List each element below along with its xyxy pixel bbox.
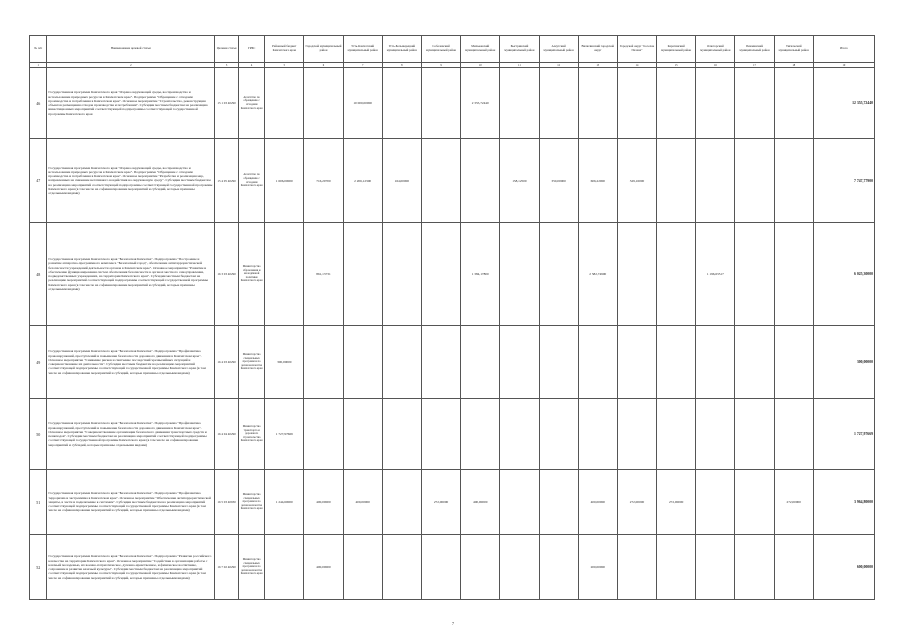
amount-cell <box>617 68 656 139</box>
row-number: 50 <box>30 399 47 470</box>
grbs-name: Министерство специальных программ и по делам казачества Камчатского края <box>239 535 265 600</box>
amount-cell <box>500 535 539 600</box>
column-number: 4 <box>239 63 265 68</box>
grbs-name: Агентство по обращению с отходами Камчатского края <box>239 68 265 139</box>
column-header: Усть-Большерецкий муниципальный район <box>382 36 421 63</box>
amount-cell <box>343 223 382 326</box>
row-number: 49 <box>30 326 47 399</box>
amount-cell: 400,00000 <box>578 470 617 535</box>
amount-cell <box>500 399 539 470</box>
amount-cell <box>382 68 421 139</box>
column-number: 19 <box>813 63 874 68</box>
amount-cell: 164,00000 <box>382 139 421 223</box>
amount-cell <box>421 399 460 470</box>
budget-table <box>29 35 875 600</box>
amount-cell: 200,00000 <box>578 535 617 600</box>
column-header: Городской округ "поселок Палана" <box>617 36 656 63</box>
amount-cell: 272,00000 <box>617 470 656 535</box>
amount-cell: 400,00000 <box>343 470 382 535</box>
row-total: 12 355,72440 <box>813 68 874 139</box>
amount-cell: 300,00000 <box>265 326 304 399</box>
column-number: 14 <box>617 63 656 68</box>
amount-cell: 272,00000 <box>657 470 696 535</box>
amount-cell <box>343 326 382 399</box>
row-number: 47 <box>30 139 47 223</box>
table-body <box>30 68 875 600</box>
amount-cell: 1 244,60000 <box>265 470 304 535</box>
table-row <box>30 139 875 223</box>
target-code: 15 4 05 40290 <box>215 139 239 223</box>
amount-cell: 329,16000 <box>617 139 656 223</box>
amount-cell: 606,22000 <box>578 139 617 223</box>
row-total: 300,00000 <box>813 326 874 399</box>
amount-cell <box>696 68 735 139</box>
column-number: 10 <box>461 63 500 68</box>
table-row <box>30 470 875 535</box>
grbs-name: Министерство специальных программ и по делам казачества Камчатского края <box>239 470 265 535</box>
amount-cell <box>578 399 617 470</box>
amount-cell <box>382 470 421 535</box>
grbs-name: Агентство по обращению с отходами Камчатского края <box>239 139 265 223</box>
column-header: Алеутский муниципальный район <box>539 36 578 63</box>
row-total: 7 747,77900 <box>813 139 874 223</box>
amount-cell: 1 606,00000 <box>265 139 304 223</box>
program-name: Государственная программа Камчатского края "Охрана окружающей среды, воспроизводство и использование природных ресурсов в Камчатском крае". Подпрограмма "Обращение с отходами производства и потребления в Камчатском крае". Основное мероприятие "Разработка и реализация мер, направленных на снижение негативного воздействия на окружающую среду". Субсидии местным бюджетам на реализацию мероприятий соответствующей подпрограммы соответствующей государственной программы Камчатского края (в том числе на софинансирование мероприятий и субсидий, которые признаны отдельными видами) <box>47 139 215 223</box>
amount-cell <box>774 68 813 139</box>
target-code: 16 4 03 40290 <box>215 326 239 399</box>
amount-cell <box>265 68 304 139</box>
table-header-row <box>30 36 875 63</box>
amount-cell <box>696 139 735 223</box>
column-number: 16 <box>696 63 735 68</box>
amount-cell: 10 000,00000 <box>343 68 382 139</box>
amount-cell <box>539 535 578 600</box>
program-name: Государственная программа Камчатского края "Безопасная Камчатка". Подпрограмма "Построение и развитие аппаратно-программного комплекса "Безопасный город", обеспечение антитеррористической безопасности учреждений деятельности органов в Камчатском крае". Основное мероприятие "Развитие и обеспечение функционирования систем обеспечения безопасности в органах местного самоуправления, подведомственных учреждениях, на территории Камчатского края". Субсидии местным бюджетам на реализацию мероприятий соответствующей подпрограммы соответствующей государственной программы Камчатского края (в том числе на софинансирование мероприятий и субсидий, которые признаны отдельными видами) <box>47 223 215 326</box>
column-header: Олюторский муниципальный район <box>696 36 735 63</box>
grbs-name: Министерство транспорта и дорожного строительства Камчатского края <box>239 399 265 470</box>
column-number: 1 <box>30 63 47 68</box>
column-header: Тигильский муниципальный район <box>774 36 813 63</box>
column-number: 8 <box>382 63 421 68</box>
amount-cell <box>539 68 578 139</box>
column-number: 9 <box>421 63 460 68</box>
column-number: 12 <box>539 63 578 68</box>
column-header: Соболевский муниципальный район <box>421 36 460 63</box>
amount-cell <box>304 68 343 139</box>
target-code: 16 3 03 40290 <box>215 223 239 326</box>
amount-cell <box>539 470 578 535</box>
row-total: 6 025,30000 <box>813 223 874 326</box>
amount-cell <box>421 139 460 223</box>
amount-cell <box>382 223 421 326</box>
column-number: 5 <box>265 63 304 68</box>
amount-cell <box>461 535 500 600</box>
amount-cell <box>696 535 735 600</box>
amount-cell: 716,20700 <box>304 139 343 223</box>
amount-cell <box>774 399 813 470</box>
column-header: Городской муниципальный район <box>304 36 343 63</box>
amount-cell <box>657 326 696 399</box>
amount-cell <box>421 535 460 600</box>
column-header: Мильковский муниципальный район <box>461 36 500 63</box>
amount-cell <box>735 399 774 470</box>
amount-cell: 2 206,12300 <box>343 139 382 223</box>
amount-cell <box>657 223 696 326</box>
amount-cell <box>304 326 343 399</box>
amount-cell <box>500 326 539 399</box>
amount-cell: 272,00000 <box>421 470 460 535</box>
column-number: 2 <box>47 63 215 68</box>
amount-cell <box>696 326 735 399</box>
amount-cell <box>657 68 696 139</box>
amount-cell: 400,00000 <box>304 535 343 600</box>
row-number: 51 <box>30 470 47 535</box>
column-number: 18 <box>774 63 813 68</box>
amount-cell <box>735 139 774 223</box>
amount-cell <box>578 326 617 399</box>
amount-cell <box>735 326 774 399</box>
amount-cell <box>461 326 500 399</box>
target-code: 15 1 03 40290 <box>215 68 239 139</box>
table-row <box>30 223 875 326</box>
amount-cell <box>696 470 735 535</box>
column-header: Быстринский муниципальный район <box>500 36 539 63</box>
program-name: Государственная программа Камчатского края "Безопасная Камчатка". Подпрограмма "Профилактика правонарушений, преступлений и повышение безопасности дорожного движения в Камчатском крае". Основное мероприятие "Снижение рисков и смягчение последствий чрезвычайных ситуаций и совершенствование их деятельности". Субсидии местным бюджетам на реализацию мероприятий соответствующей подпрограммы соответствующей государственной программы Камчатского края (в том числе на софинансирование мероприятий и субсидий, которые признаны отдельными видами) <box>47 326 215 399</box>
target-code: 16 7 02 40290 <box>215 535 239 600</box>
amount-cell <box>421 326 460 399</box>
table-row <box>30 399 875 470</box>
grbs-name: Министерство образования и молодёжной политики Камчатского края <box>239 223 265 326</box>
amount-cell <box>774 535 813 600</box>
amount-cell: 1 196,63517 <box>696 223 735 326</box>
amount-cell <box>617 326 656 399</box>
amount-cell: 2 355,72440 <box>461 68 500 139</box>
column-header: Итого <box>813 36 874 63</box>
amount-cell: 1 384,17800 <box>461 223 500 326</box>
amount-cell: 350,00000 <box>539 139 578 223</box>
column-header: № п/п <box>30 36 47 63</box>
amount-cell <box>461 399 500 470</box>
column-header: Карагинский муниципальный район <box>657 36 696 63</box>
amount-cell <box>382 399 421 470</box>
amount-cell <box>382 535 421 600</box>
column-number: 6 <box>304 63 343 68</box>
grbs-name: Министерство специальных программ и по делам казачества Камчатского края <box>239 326 265 399</box>
amount-cell <box>735 223 774 326</box>
amount-cell <box>774 326 813 399</box>
amount-cell: 1 727,97669 <box>265 399 304 470</box>
program-name: Государственная программа Камчатского края "Охрана окружающей среды, воспроизводство и использование природных ресурсов в Камчатском крае". Подпрограмма "Обращение с отходами производства и потребления в Камчатском крае". Основное мероприятие "Строительство, реконструкция объектов размещения отходов производства и потребления". Субсидии местным бюджетам на реализацию инвестиционных мероприятий соответствующей подпрограммы соответствующей государственной программы Камчатского края <box>47 68 215 139</box>
column-header: Наименование целевой статьи <box>47 36 215 63</box>
row-number: 46 <box>30 68 47 139</box>
amount-cell <box>735 535 774 600</box>
amount-cell <box>696 399 735 470</box>
amount-cell <box>657 399 696 470</box>
amount-cell <box>304 399 343 470</box>
column-header: Вилючинский городской округ <box>578 36 617 63</box>
amount-cell <box>539 223 578 326</box>
amount-cell <box>539 399 578 470</box>
column-number: 11 <box>500 63 539 68</box>
amount-cell <box>774 223 813 326</box>
table-row <box>30 535 875 600</box>
amount-cell <box>617 223 656 326</box>
amount-cell: 272,00000 <box>774 470 813 535</box>
amount-cell <box>421 223 460 326</box>
amount-cell <box>617 535 656 600</box>
column-number: 15 <box>657 63 696 68</box>
amount-cell <box>265 535 304 600</box>
column-number: 7 <box>343 63 382 68</box>
column-header: Целевая статья <box>215 36 239 63</box>
amount-cell <box>343 535 382 600</box>
amount-cell <box>657 139 696 223</box>
amount-cell: 400,00000 <box>461 470 500 535</box>
row-number: 48 <box>30 223 47 326</box>
row-total: 3 964,80000 <box>813 470 874 535</box>
amount-cell <box>461 139 500 223</box>
amount-cell <box>500 470 539 535</box>
table-row <box>30 68 875 139</box>
amount-cell <box>539 326 578 399</box>
amount-cell <box>500 68 539 139</box>
amount-cell <box>735 470 774 535</box>
amount-cell <box>617 399 656 470</box>
amount-cell: 400,00000 <box>304 470 343 535</box>
program-name: Государственная программа Камчатского края "Безопасная Камчатка". Подпрограмма "Развитие российского казачества на территории Камчатского края". Основное мероприятие "Содействие в организации работы с казачьей молодежью, их военно-патриотическое, духовно-нравственное, и физическое воспитание, сохранение и развитие казачьей культуры". Субсидии местным бюджетам на реализацию мероприятий соответствующей подпрограммы соответствующей государственной программы Камчатского края (в том числе на софинансирование мероприятий и субсидий, которые признаны отдельными видами) <box>47 535 215 600</box>
amount-cell: 158,12500 <box>500 139 539 223</box>
row-number: 52 <box>30 535 47 600</box>
amount-cell <box>421 68 460 139</box>
amount-cell <box>265 223 304 326</box>
page-number: 7 <box>452 621 454 626</box>
target-code: 16 5 03 40930 <box>215 470 239 535</box>
program-name: Государственная программа Камчатского края "Безопасная Камчатка". Подпрограмма "Профилактика терроризма и экстремизма в Камчатском крае". Основное мероприятие "Обеспечение антитеррористической защиты, в части и подключение к системам". Субсидии местным бюджетам на реализацию мероприятий соответствующей подпрограммы соответствующей государственной программы Камчатского края (в том числе на софинансирование мероприятий и субсидий, которые признаны отдельными видами) <box>47 470 215 535</box>
amount-cell <box>735 68 774 139</box>
column-number: 13 <box>578 63 617 68</box>
amount-cell <box>774 139 813 223</box>
row-total: 600,00000 <box>813 535 874 600</box>
amount-cell <box>578 68 617 139</box>
amount-cell: 861,13731 <box>304 223 343 326</box>
column-number: 3 <box>215 63 239 68</box>
table-row <box>30 326 875 399</box>
target-code: 16 4 04 40290 <box>215 399 239 470</box>
amount-cell <box>382 326 421 399</box>
amount-cell <box>500 223 539 326</box>
program-name: Государственная программа Камчатского края "Безопасная Камчатка". Подпрограмма "Профилактика правонарушений, преступлений и повышение безопасности дорожного движения в Камчатском крае". Основное мероприятие "Совершенствование организации безопасного движения транспортных средств и пешеходов". Субсидии местным бюджетам на реализацию мероприятий соответствующей подпрограммы соответствующей государственной программы Камчатского края (в том числе на софинансирование мероприятий и субсидий, которые признаны отдельными видами) <box>47 399 215 470</box>
row-total: 1 727,97669 <box>813 399 874 470</box>
column-header: ГРБС <box>239 36 265 63</box>
column-header: Усть-Камчатский муниципальный район <box>343 36 382 63</box>
amount-cell <box>657 535 696 600</box>
amount-cell <box>343 399 382 470</box>
column-header: Районный бюджет Камчатского края <box>265 36 304 63</box>
column-header: Пенжинский муниципальный район <box>735 36 774 63</box>
amount-cell: 2 582,74900 <box>578 223 617 326</box>
column-number: 17 <box>735 63 774 68</box>
